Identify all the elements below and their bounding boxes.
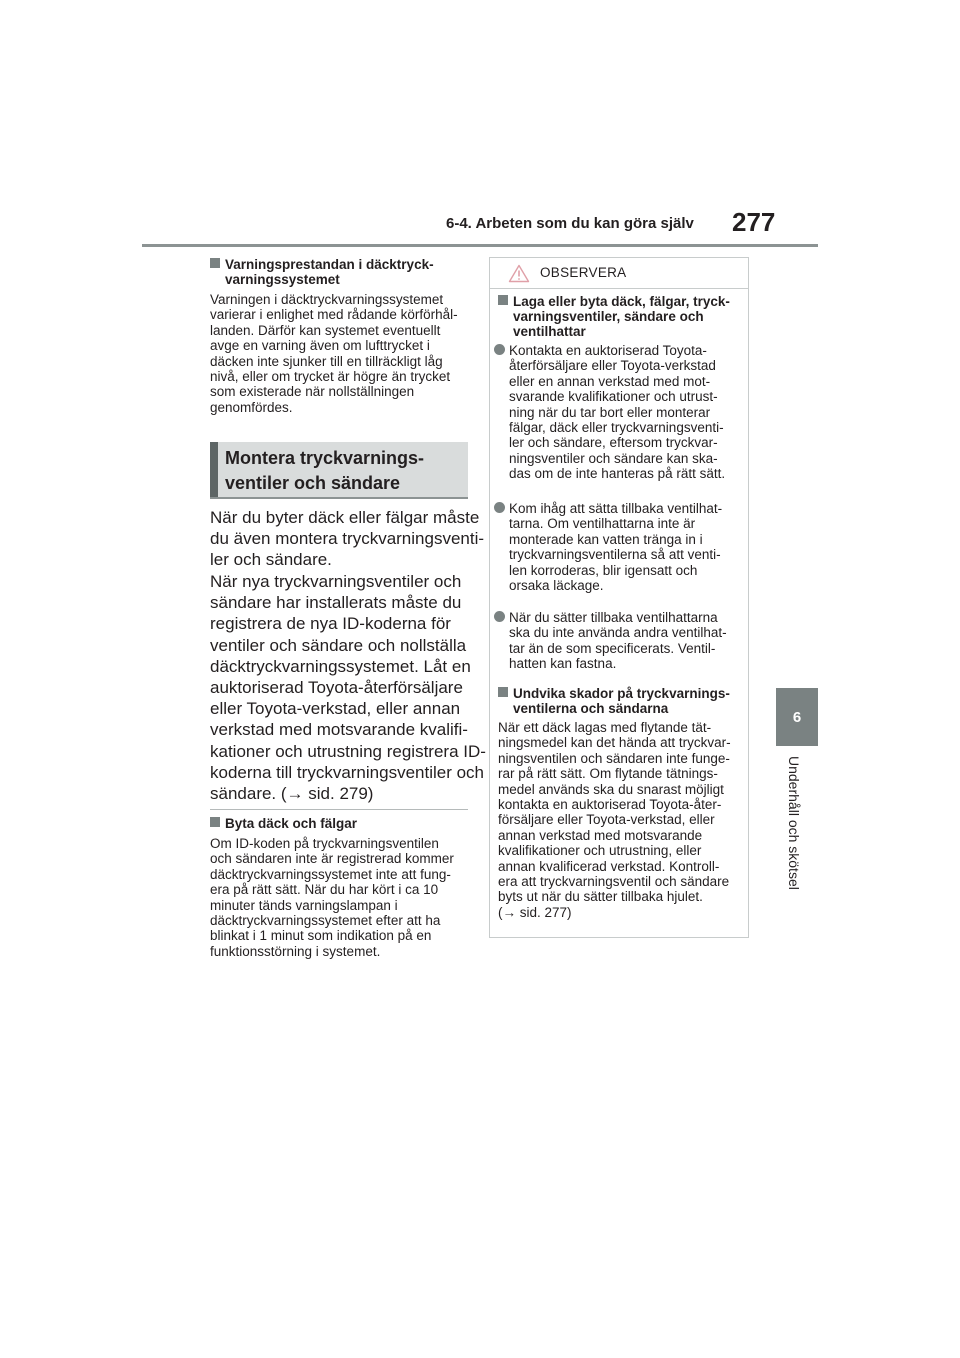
text-line: nivå, eller om trycket är högre än trycket	[210, 369, 451, 385]
text-line: funktionsstörning i systemet.	[210, 943, 381, 959]
section-accent-bar	[210, 442, 218, 497]
text-line: ler och sändare.	[210, 550, 332, 570]
subsection-body-replace-tires	[210, 836, 475, 959]
subsection-title-line: Byta däck och fälgar	[225, 816, 358, 831]
subsection-title-line: Varningsprestandan i däcktryck-	[225, 257, 434, 272]
text-line: registrera de nya ID-koderna för	[210, 614, 451, 634]
section-title-line: Montera tryckvarnings-	[225, 448, 425, 468]
divider	[210, 809, 468, 810]
caution-title-line: Laga eller byta däck, fälgar, tryck-	[513, 294, 730, 309]
subsection-title-warning-performance	[210, 257, 470, 287]
text-line: tarna. Om ventilhattarna inte är	[509, 516, 696, 532]
caution-bullet	[494, 610, 748, 672]
text-line: När du byter däck eller fälgar måste	[210, 508, 480, 527]
text-line: När ett däck lagas med flytande tät-	[498, 720, 712, 735]
caution-block-title-avoid-damage	[498, 686, 748, 716]
text-line: hatten kan fastna.	[509, 656, 617, 672]
text-line: annan kvalificerad verkstad. Kontroll-	[498, 858, 720, 874]
text-line: landen. Därför kan systemet eventuellt	[210, 322, 441, 338]
text-line: eller en annan verkstad med mot-	[509, 373, 711, 389]
section-heading	[210, 442, 468, 499]
caution-box	[489, 257, 749, 938]
text-line: orsaka läckage.	[509, 578, 604, 594]
page-number: 277	[732, 207, 776, 237]
text-line: kationer och utrustning registrera ID-	[210, 741, 486, 761]
text-line: och sändaren inte är registrerad kommer	[210, 851, 454, 867]
text-line: däcktryckvarningssystemet. Låt en	[210, 656, 471, 676]
text-line: kvalifikationer och utrustning, eller	[498, 843, 702, 859]
text-line: Kom ihåg att sätta tillbaka ventilhat-	[509, 501, 723, 516]
text-line: tryckvarningsventilerna så att venti-	[509, 547, 721, 563]
paragraph-register-id-codes	[210, 571, 486, 804]
text-line: återförsäljare eller Toyota-verkstad	[509, 358, 716, 374]
text-line: Kontakta en auktoriserad Toyota-	[509, 343, 707, 358]
chapter-number: 6	[792, 708, 802, 726]
header-rule	[142, 244, 818, 247]
text-line: du även montera tryckvarningsventi-	[210, 529, 485, 549]
caution-bullet	[494, 501, 748, 593]
text-line: byts ut när du sätter tillbaka hjulet.	[498, 889, 703, 905]
page-reference-link[interactable]: (→ sid. 277)	[498, 904, 572, 920]
text-line: monterade kan vatten tränga in i	[509, 531, 703, 547]
text-line: len korroderas, blir igensatt och	[509, 562, 698, 578]
text-line: eller Toyota-verkstad, eller annan	[210, 699, 461, 719]
text-line: avge en varning även om lufttrycket i	[210, 338, 430, 354]
text-line: era på rätt sätt. När du har kört i ca 10	[210, 882, 439, 898]
text-line: ler och sändare, eftersom tryckvar-	[509, 435, 718, 451]
subsection-body-warning-performance	[210, 292, 470, 415]
round-bullet-icon	[494, 344, 505, 355]
text-line: minuter tänds varningslampan i	[210, 897, 398, 913]
caution-title-line: Undvika skador på tryckvarnings-	[513, 686, 730, 701]
text-line: kontakta en auktoriserad Toyota-åter-	[498, 797, 722, 813]
text-line: auktoriserad Toyota-återförsäljare	[210, 678, 463, 698]
text-line: koderna till tryckvarningsventiler och	[210, 762, 485, 782]
chapter-label-text: Underhåll och skötsel	[786, 756, 802, 890]
caution-bullet	[494, 343, 748, 482]
caution-block-title-repair	[498, 294, 748, 339]
paragraph-replace-tires	[210, 507, 485, 571]
page-reference-link[interactable]: sändare. (→ sid. 279)	[210, 784, 374, 804]
text-line: När du sätter tillbaka ventilhattarna	[509, 610, 718, 625]
text-line: Om ID-koden på tryckvarningsventilen	[210, 836, 439, 851]
header-title: 6-4. Arbeten som du kan göra själv	[446, 215, 694, 232]
text-line: blinkat i 1 minut som indikation på en	[210, 928, 432, 944]
square-bullet-icon	[498, 295, 508, 305]
text-line: annan verkstad med motsvarande	[498, 827, 703, 843]
text-line: medel används ska du snarast möjligt	[498, 781, 724, 797]
text-line: När nya tryckvarningsventiler och	[210, 572, 462, 591]
text-line: försäljare eller Toyota-verkstad, eller	[498, 812, 715, 828]
text-line: ningsmedel kan det hända att tryckvar-	[498, 735, 731, 751]
text-line: ningsventiler och sändare kan ska-	[509, 450, 718, 466]
warning-triangle-icon	[508, 264, 530, 283]
caution-title: OBSERVERA	[540, 265, 627, 280]
text-line: rar på rätt sätt. Om flytande tätnings-	[498, 766, 718, 782]
subsection-title-line: varningssystemet	[225, 272, 340, 287]
text-line: däcktryckvarningssystemet inte att fung-	[210, 866, 451, 882]
text-line: sändare har installerats måste du	[210, 593, 462, 613]
text-line: das om de inte hanteras på rätt sätt.	[509, 466, 726, 482]
section-title	[225, 446, 424, 496]
text-line: ningsventilen och sändaren inte funge-	[498, 750, 730, 766]
text-line: däcken inte sjunker till en tillräckligt låg	[210, 353, 443, 369]
text-line: svarande kvalifikationer och utrust-	[509, 389, 718, 405]
round-bullet-icon	[494, 611, 505, 622]
text-line: som existerade när nollställningen	[210, 384, 415, 400]
square-bullet-icon	[498, 687, 508, 697]
square-bullet-icon	[210, 258, 220, 268]
text-line: genomfördes.	[210, 399, 293, 415]
round-bullet-icon	[494, 502, 505, 513]
section-title-line: ventiler och sändare	[225, 473, 401, 493]
caution-title-line: varningsventiler, sändare och	[513, 309, 704, 324]
caution-header	[490, 258, 748, 289]
text-line: Varningen i däcktryckvarningssystemet	[210, 292, 444, 307]
text-line: fälgar, däck eller tryckvarningsventi-	[509, 420, 724, 436]
text-line: tar än de som specificerats. Ventil-	[509, 640, 716, 656]
square-bullet-icon	[210, 817, 220, 827]
text-line: ventiler och sändare och nollställa	[210, 635, 467, 655]
text-line: ska du inte använda andra ventilhat-	[509, 625, 727, 641]
text-line: era att tryckvarningsventil och sändare	[498, 874, 730, 890]
chapter-tab[interactable]	[776, 688, 818, 746]
chapter-label	[786, 756, 810, 906]
text-line: ning när du tar bort eller monterar	[509, 404, 711, 420]
caution-title-line: ventilhattar	[513, 324, 586, 339]
caution-title-line: ventilerna och sändarna	[513, 701, 669, 716]
subsection-title-replace-tires	[210, 816, 470, 831]
caution-block-body-avoid-damage	[498, 720, 748, 920]
text-line: däcktryckvarningssystemet efter att ha	[210, 913, 441, 929]
text-line: varierar i enlighet med rådande körförhål-	[210, 307, 458, 323]
text-line: verkstad med motsvarande kvalifi-	[210, 720, 468, 740]
